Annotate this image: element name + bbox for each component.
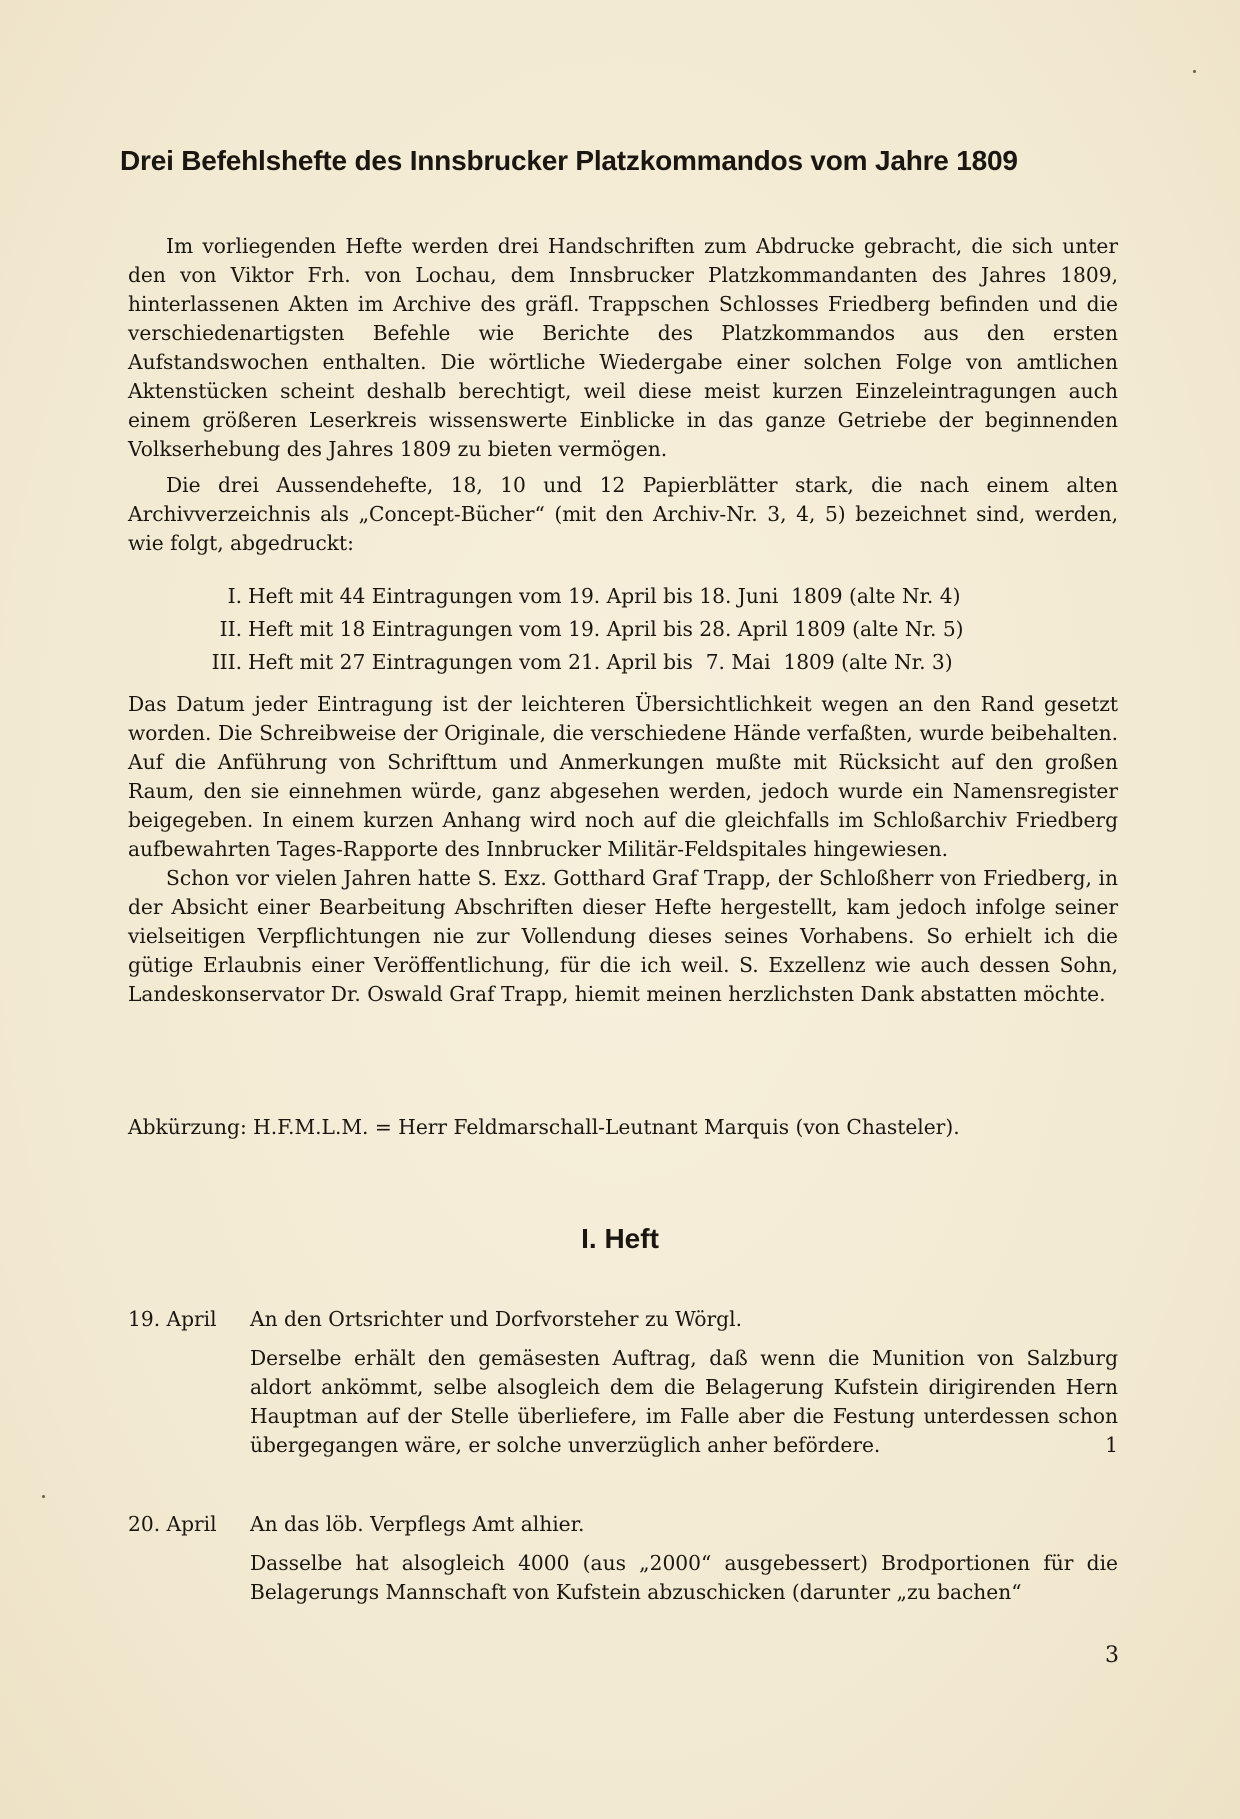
page-number: 3 (1105, 1643, 1119, 1668)
paragraph-text: Schon vor vielen Jahren hatte S. Exz. Gotthard Graf Trapp, der Schloßherr von Friedberg, in der Absicht einer Bearbeitung Abschriften dieser Hefte hergestellt, kam jedoch infolge seiner vielseitigen Verpflichtungen nie zur Vollendung dieses seines Vorhabens. So erhielt ich die gütige Erlaubnis einer Veröffentlichung, für die ich weil. S. Exzellenz wie auch dessen Sohn, Landeskonservator Dr. Oswald Graf Trapp, hiemit meinen herzlichsten Dank abstatten möchte. (128, 866, 1118, 1006)
entry-number: 1 (1105, 1433, 1118, 1457)
entry-text-block (250, 1344, 1118, 1460)
entry-text: Dasselbe hat alsogleich 4000 (aus „2000“ ausgebessert) Brodportionen für die Belagerungs Mannschaft von Kufstein abzuschicken (darunter „zu bachen“ (250, 1551, 1118, 1604)
abbreviation-note: Abkürzung: H.F.M.L.M. = Herr Feldmarschall-Leutnant Marquis (von Chasteler). (128, 1115, 960, 1139)
paper-speck (1193, 70, 1196, 73)
paper-speck (42, 1495, 45, 1498)
list-item-number: I. (227, 584, 242, 608)
intro-paragraph-1 (128, 232, 1118, 464)
heft-list (190, 580, 964, 679)
entry-text: Derselbe erhält den gemäsesten Auftrag, daß wenn die Munition von Salzburg aldort ankömmt, selbe alsogleich dem die Belagerung Kufstein dirigirenden Hern Hauptman auf der Stelle überliefere, im Falle aber die Festung unterdessen schon übergegangen wäre, er solche unverzüglich anher befördere. (250, 1346, 1118, 1457)
list-item-text: Heft mit 44 Eintragungen vom 19. April bis 18. Juni 1809 (alte Nr. 4) (248, 584, 961, 608)
list-item-number: II. (219, 617, 242, 641)
list-item (190, 613, 964, 646)
paragraph-text: Das Datum jeder Eintragung ist der leichteren Übersichtlichkeit wegen an den Rand gesetzt worden. Die Schreibweise der Originale, die verschiedene Hände verfaßten, wurde beibehalten. Auf die Anführung von Schrifttum und Anmerkungen mußte mit Rücksicht auf den großen Raum, den sie einnehmen würde, ganz abgesehen werden, jedoch wurde ein Namensregister beigegeben. In einem kurzen Anhang wird noch auf die gleichfalls im Schloßarchiv Friedberg aufbewahrten Tages-Rapporte des Innbrucker Militär-Feldspitales hingewiesen. (128, 692, 1118, 861)
paragraph-text: Die drei Aussendehefte, 18, 10 und 12 Papierblätter stark, die nach einem alten Archivverzeichnis als „Concept-Bücher“ (mit den Archiv-Nr. 3, 4, 5) bezeichnet sind, werden, wie folgt, abgedruckt: (128, 473, 1118, 555)
list-item-text: Heft mit 27 Eintragungen vom 21. April bis 7. Mai 1809 (alte Nr. 3) (248, 650, 953, 674)
intro-paragraph-3 (128, 690, 1118, 1009)
list-item-text: Heft mit 18 Eintragungen vom 19. April bis 28. April 1809 (alte Nr. 5) (248, 617, 964, 641)
entry-date: 20. April (128, 1512, 217, 1536)
paragraph-text: Im vorliegenden Hefte werden drei Handschriften zum Abdrucke gebracht, die sich unter den von Viktor Frh. von Lochau, dem Innsbrucker Platzkommandanten des Jahres 1809, hinterlassenen Akten im Archive des gräfl. Trappschen Schlosses Friedberg befinden und die verschiedenartigsten Befehle wie Berichte des Platzkommandos aus den ersten Aufstandswochen enthalten. Die wörtliche Wiedergabe einer solchen Folge von amtlichen Aktenstücken scheint deshalb berechtigt, weil diese meist kurzen Einzeleintragungen auch einem größeren Leserkreis wissenswerte Einblicke in das ganze Getriebe der beginnenden Volkserhebung des Jahres 1809 zu bieten vermögen. (128, 234, 1118, 461)
section-heading: I. Heft (581, 1223, 659, 1254)
entry-date: 19. April (128, 1307, 217, 1331)
list-item (190, 646, 964, 679)
entry-addressee: An den Ortsrichter und Dorfvorsteher zu Wörgl. (250, 1307, 742, 1331)
entry-addressee: An das löb. Verpflegs Amt alhier. (250, 1512, 585, 1536)
list-item (190, 580, 964, 613)
page-title: Drei Befehlshefte des Innsbrucker Platzkommandos vom Jahre 1809 (120, 145, 1018, 176)
intro-paragraph-2 (128, 471, 1118, 558)
entry-text-block (250, 1549, 1118, 1607)
list-item-number: III. (211, 650, 242, 674)
